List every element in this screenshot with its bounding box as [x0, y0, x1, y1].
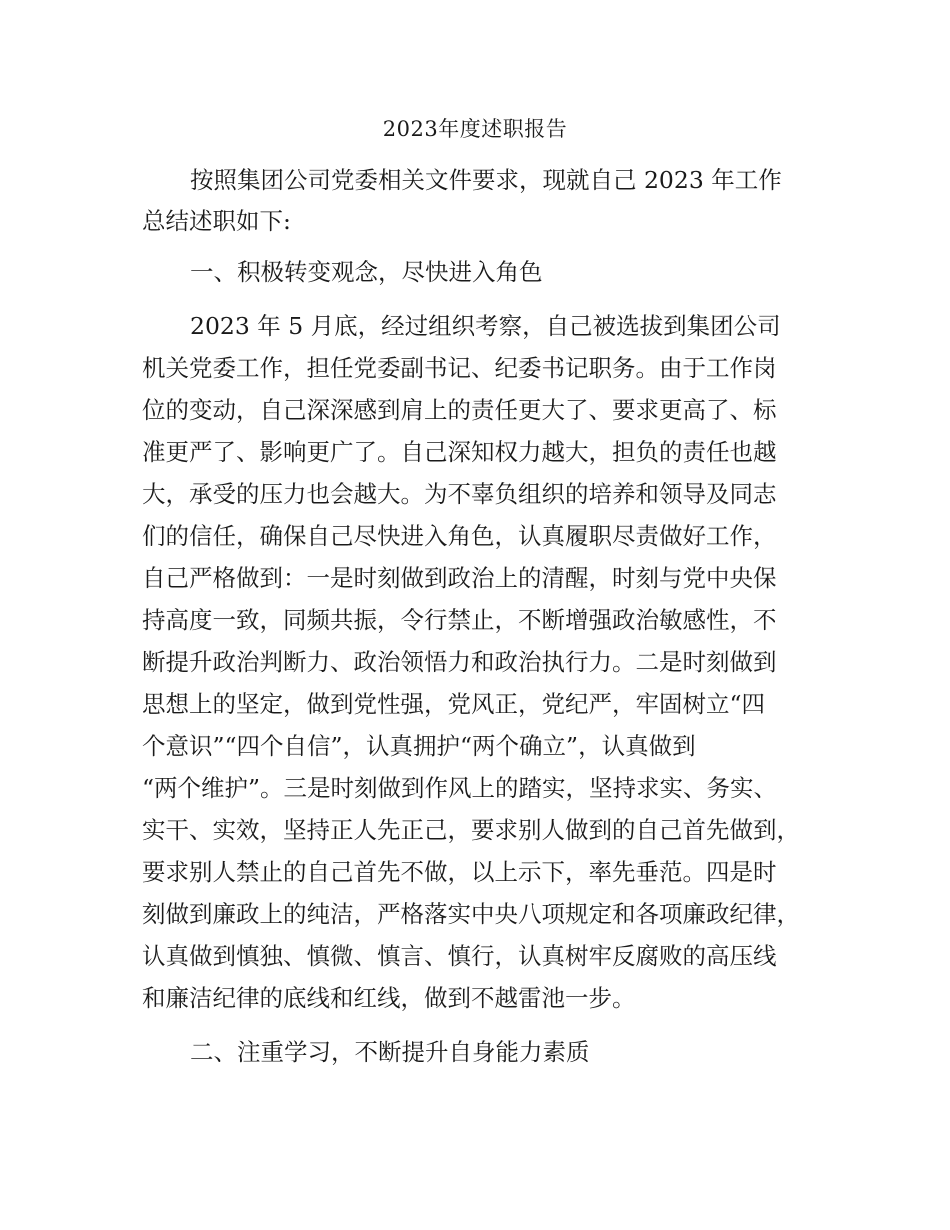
- paragraph-line: 大，承受的压力也会越大。为不辜负组织的培养和领导及同志: [142, 480, 777, 508]
- paragraph-line: 准更严了、影响更广了。自己深知权力越大，担负的责任也越: [142, 438, 777, 466]
- paragraph-line: 要求别人禁止的自己首先不做，以上示下，率先垂范。四是时: [142, 858, 777, 886]
- section-heading-1: 一、积极转变观念，尽快进入角色: [190, 258, 543, 286]
- paragraph-line: 断提升政治判断力、政治领悟力和政治执行力。二是时刻做到: [142, 648, 777, 676]
- paragraph-line: “两个维护”。三是时刻做到作风上的踏实，坚持求实、务实、: [142, 774, 778, 802]
- paragraph-line: 位的变动，自己深深感到肩上的责任更大了、要求更高了、标: [142, 396, 777, 424]
- paragraph-line: 按照集团公司党委相关文件要求，现就自己 2023 年工作: [190, 166, 782, 194]
- paragraph-line: 思想上的坚定，做到党性强，党风正，党纪严，牢固树立“四: [142, 690, 766, 718]
- paragraph-line: 和廉洁纪律的底线和红线，做到不越雷池一步。: [142, 984, 636, 1012]
- paragraph-line: 自己严格做到：一是时刻做到政治上的清醒，时刻与党中央保: [142, 564, 777, 592]
- paragraph-line: 们的信任，确保自己尽快进入角色，认真履职尽责做好工作，: [142, 522, 777, 550]
- document-title: 2023年度述职报告: [382, 117, 568, 141]
- paragraph-line: 总结述职如下:: [142, 207, 291, 235]
- paragraph-line: 2023 年 5 月底，经过组织考察，自己被选拔到集团公司: [190, 312, 781, 340]
- paragraph-line: 刻做到廉政上的纯洁，严格落实中央八项规定和各项廉政纪律，: [142, 900, 800, 928]
- paragraph-line: 个意识”“四个自信”，认真拥护“两个确立”，认真做到: [142, 732, 696, 760]
- paragraph-line: 实干、实效，坚持正人先正己，要求别人做到的自己首先做到，: [142, 816, 800, 844]
- paragraph-line: 认真做到慎独、慎微、慎言、慎行，认真树牢反腐败的高压线: [142, 942, 777, 970]
- paragraph-line: 持高度一致，同频共振，令行禁止，不断增强政治敏感性，不: [142, 606, 777, 634]
- paragraph-line: 机关党委工作，担任党委副书记、纪委书记职务。由于工作岗: [142, 354, 777, 382]
- section-heading-2: 二、注重学习，不断提升自身能力素质: [190, 1038, 590, 1066]
